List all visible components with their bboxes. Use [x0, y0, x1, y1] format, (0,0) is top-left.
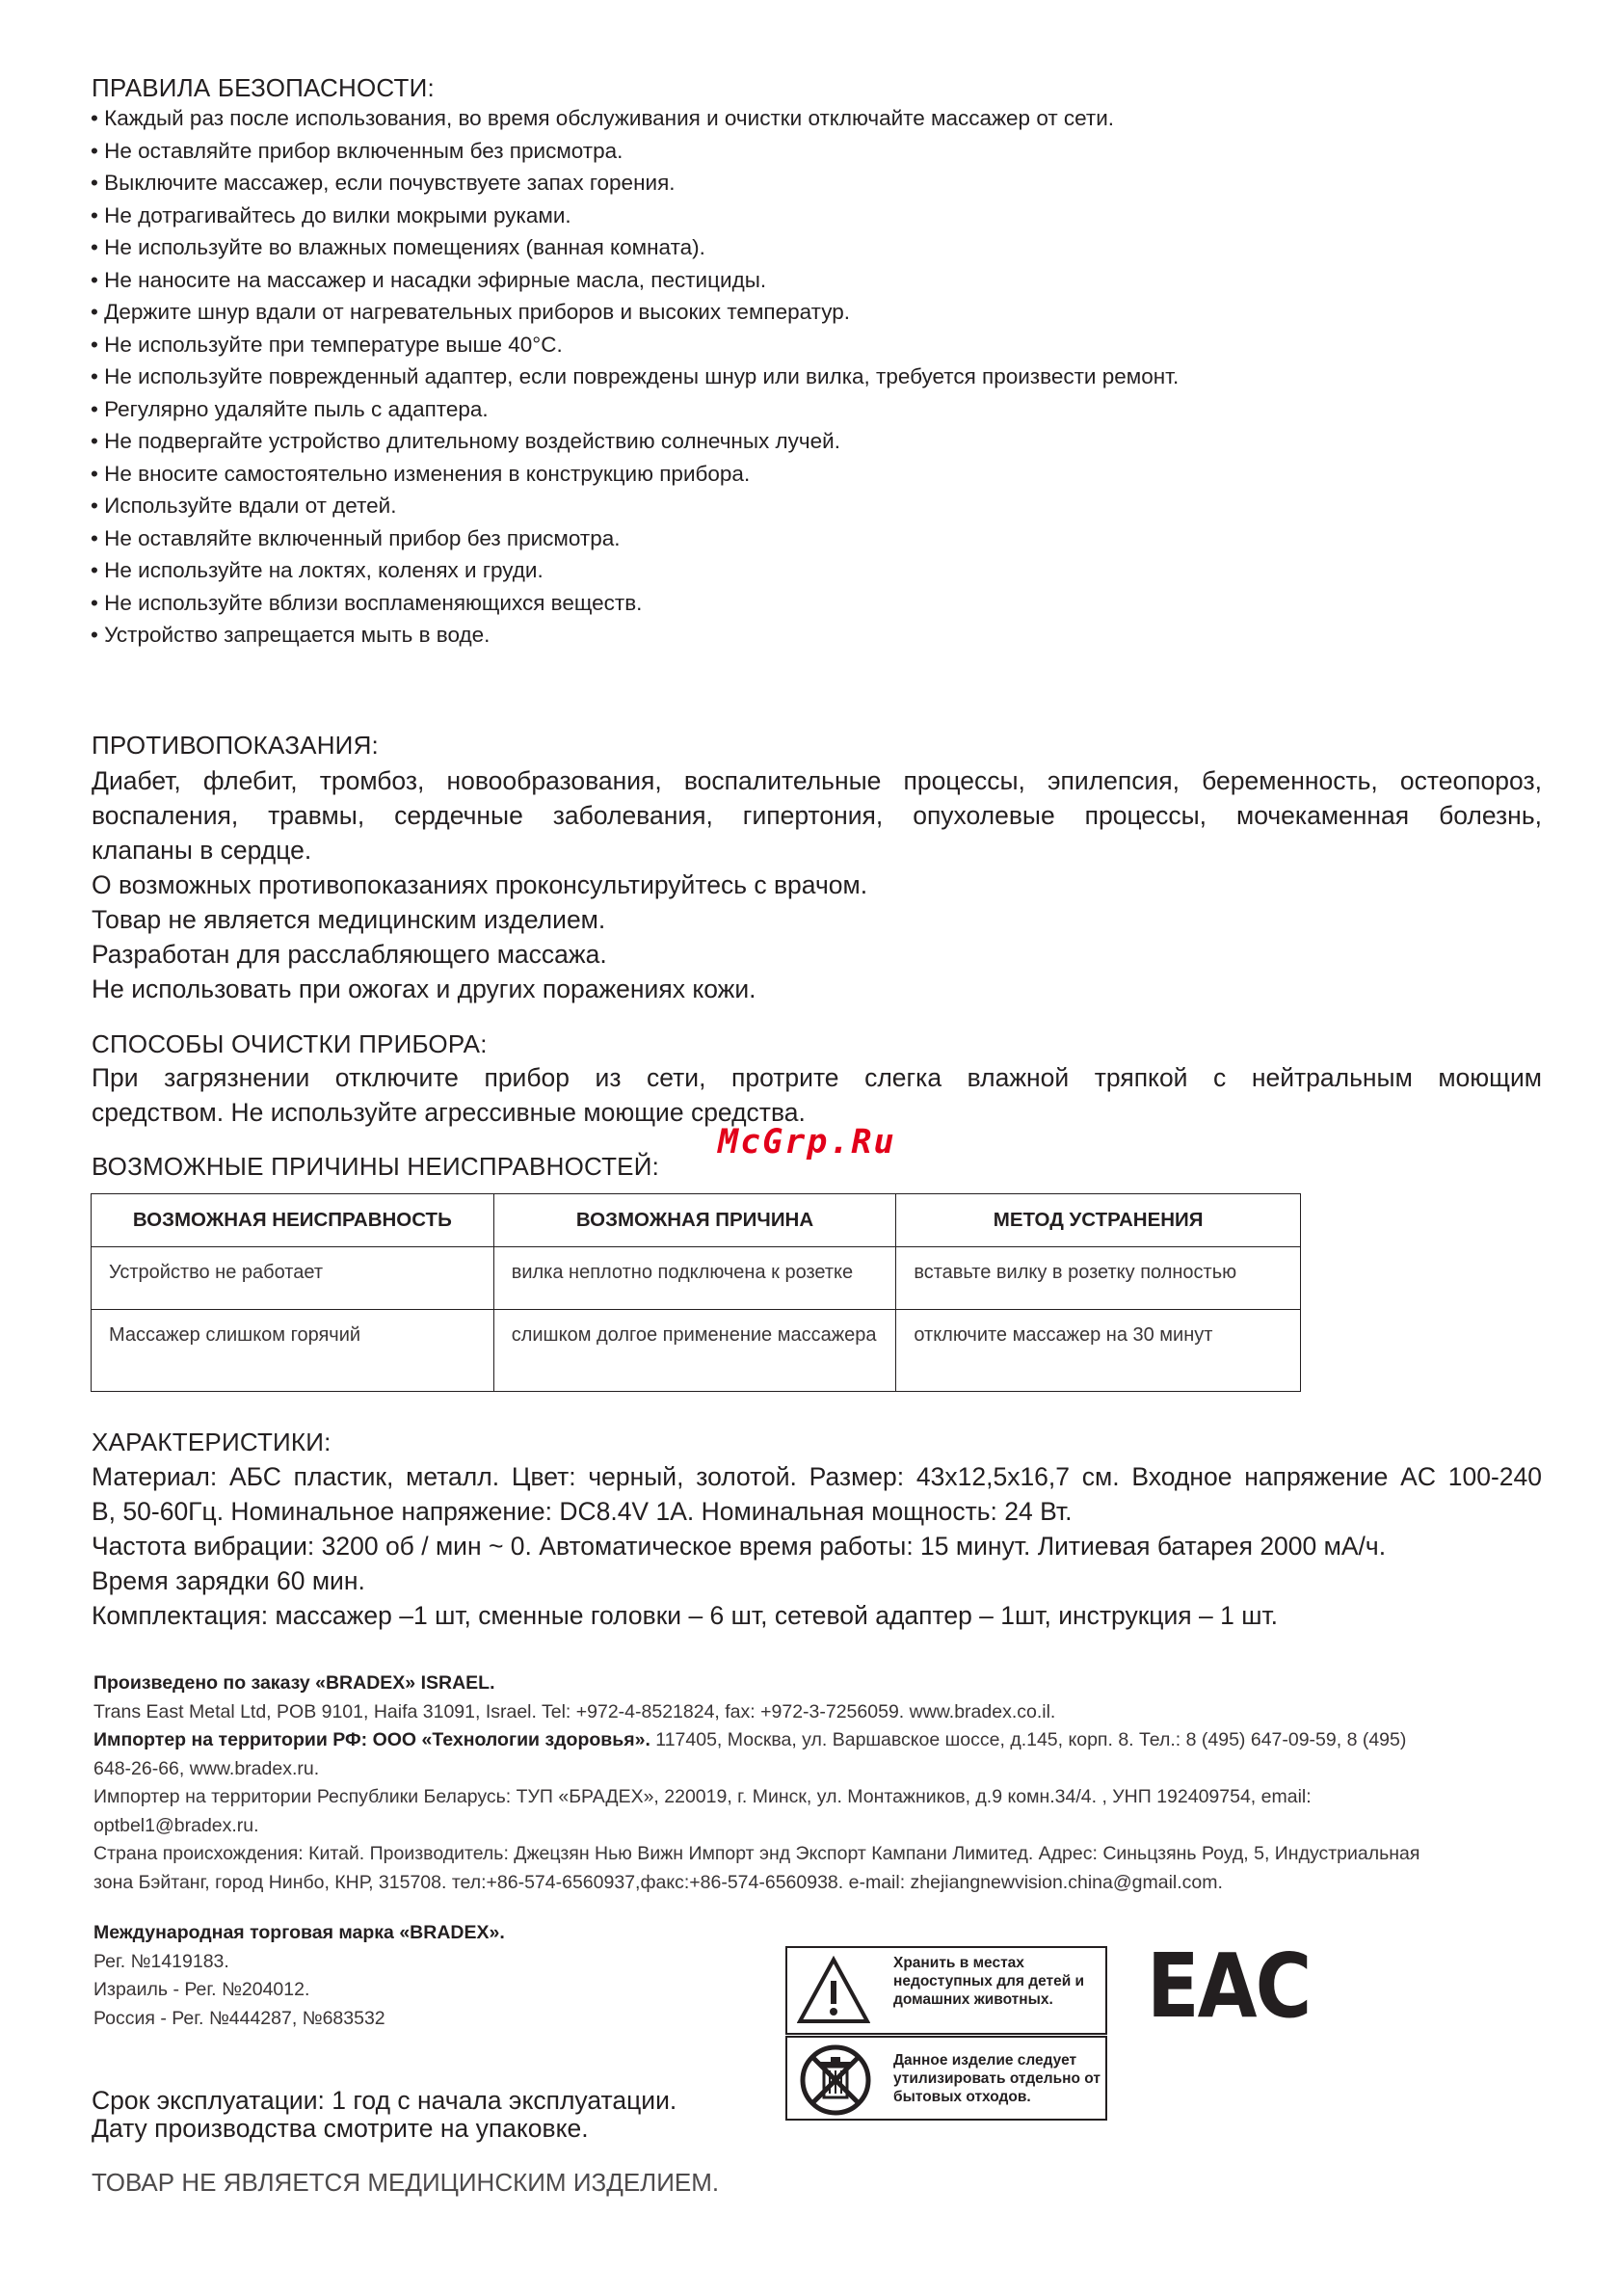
contraindications-title: ПРОТИВОПОКАЗАНИЯ: [92, 731, 379, 760]
importer-by: Импортер на территории Республики Беларусь: ТУП «БРАДЕХ», 220019, г. Минск, ул. Монтажников, д.9 комн.34/4. , УНП 192409754, email: [93, 1786, 1312, 1807]
list-item: • Регулярно удаляйте пыль с адаптера. [91, 393, 1179, 426]
column-header: ВОЗМОЖНАЯ НЕИСПРАВНОСТЬ [92, 1194, 494, 1247]
company-address: Trans East Metal Ltd, POB 9101, Haifa 31091, Israel. Tel: +972-4-8521824, fax: +972-3-7256059. www.bradex.co.il. [93, 1700, 1056, 1722]
text-line: клапаны в сердце. [92, 836, 312, 865]
list-item: • Не используйте на локтях, коленях и груди. [91, 554, 1179, 587]
list-item: • Не наносите на массажер и насадки эфирные масла, пестициды. [91, 264, 1179, 297]
list-item: • Не используйте вблизи воспламеняющихся веществ. [91, 587, 1179, 620]
list-item: • Не используйте во влажных помещениях (ванная комната). [91, 231, 1179, 264]
list-item: • Не используйте поврежденный адаптер, если повреждены шнур или вилка, требуется произвести ремонт. [91, 360, 1179, 393]
watermark: McGrp.Ru [718, 1123, 896, 1161]
service-value: 1 год с начала эксплуатации. [324, 2086, 677, 2115]
importer-ru-label: Импортер на территории РФ: ООО «Технологии здоровья». [93, 1729, 650, 1750]
eac-mark: EAC [1147, 1935, 1311, 2038]
trademark-block [93, 1919, 505, 2033]
dispose-box [785, 2036, 1107, 2121]
cleaning-title: СПОСОБЫ ОЧИСТКИ ПРИБОРА: [92, 1029, 488, 1058]
made-for: Произведено по заказу «BRADEX» ISRAEL. [93, 1672, 495, 1694]
text-line: Время зарядки 60 мин. [92, 1566, 365, 1595]
table-cell: слишком долгое применение массажера [493, 1310, 896, 1392]
importer-ru-text2: 648-26-66, www.bradex.ru. [93, 1757, 320, 1779]
column-header: ВОЗМОЖНАЯ ПРИЧИНА [493, 1194, 896, 1247]
text-line: О возможных противопоказаниях проконсультируйтесь с врачом. [92, 870, 868, 899]
list-item: • Не оставляйте прибор включенным без присмотра. [91, 135, 1179, 168]
text-line: В, 50-60Гц. Номинальное напряжение: DC8.4V 1A. Номинальная мощность: 24 Вт. [92, 1497, 1073, 1526]
trademark-title: Международная торговая марка «BRADEX». [93, 1922, 505, 1943]
safety-title: ПРАВИЛА БЕЗОПАСНОСТИ: [92, 73, 435, 102]
trademark-reg: Россия - Рег. №444287, №683532 [93, 2007, 385, 2029]
table-header-row [92, 1194, 1301, 1247]
text-line: Частота вибрации: 3200 об / мин ~ 0. Автоматическое время работы: 15 минут. Литиевая батарея 2000 мА/ч. [92, 1532, 1387, 1561]
keep-away-text: Хранить в местах недоступных для детей и домашних животных. [893, 1955, 1085, 2008]
warning-triangle-icon [797, 1956, 870, 2030]
text-line: средством. Не используйте агрессивные моющие средства. [92, 1098, 806, 1127]
list-item: • Выключите массажер, если почувствуете запах горения. [91, 167, 1179, 200]
service-life [92, 2087, 676, 2143]
text-line: При загрязнении отключите прибор из сети, протрите слегка влажной тряпкой с нейтральным моющим [92, 1063, 1542, 1092]
trademark-reg: Рег. №1419183. [93, 1950, 229, 1972]
list-item: • Используйте вдали от детей. [91, 490, 1179, 522]
dispose-text: Данное изделие следует утилизировать отдельно от бытовых отходов. [893, 2052, 1101, 2105]
list-item: • Держите шнур вдали от нагревательных приборов и высоких температур. [91, 296, 1179, 329]
list-item: • Не подвергайте устройство длительному воздействию солнечных лучей. [91, 425, 1179, 458]
company-info [93, 1669, 1558, 1897]
text-line: Материал: АБС пластик, металл. Цвет: черный, золотой. Размер: 43х12,5х16,7 см. Входное напряжение AC 100-240 [92, 1462, 1542, 1491]
specs-title: ХАРАКТЕРИСТИКИ: [92, 1428, 332, 1456]
list-item: • Не вносите самостоятельно изменения в конструкцию прибора. [91, 458, 1179, 491]
specs-text [92, 1459, 1542, 1633]
list-item: • Устройство запрещается мыть в воде. [91, 619, 1179, 652]
list-item: • Не используйте при температуре выше 40°C. [91, 329, 1179, 361]
cleaning-text [92, 1060, 1542, 1130]
keep-away-box [785, 1946, 1107, 2035]
trademark-reg: Израиль - Рег. №204012. [93, 1979, 310, 2000]
text-line: Комплектация: массажер –1 шт, сменные головки – 6 шт, сетевой адаптер – 1шт, инструкция – 1 шт. [92, 1601, 1279, 1630]
text-line: Диабет, флебит, тромбоз, новообразования, воспалительные процессы, эпилепсия, беременность, остеопороз, [92, 766, 1542, 795]
column-header: МЕТОД УСТРАНЕНИЯ [896, 1194, 1301, 1247]
table-cell: вставьте вилку в розетку полностью [896, 1247, 1301, 1310]
list-item: • Каждый раз после использования, во время обслуживания и очистки отключайте массажер от сети. [91, 102, 1179, 135]
table-cell: вилка неплотно подключена к розетке [493, 1247, 896, 1310]
safety-list [91, 102, 1179, 652]
text-line: Не использовать при ожогах и других поражениях кожи. [92, 974, 756, 1003]
faults-table [91, 1193, 1301, 1392]
list-item: • Не дотрагивайтесь до вилки мокрыми руками. [91, 200, 1179, 232]
text-line: воспаления, травмы, сердечные заболевания, гипертония, опухолевые процессы, мочекаменная болезнь, [92, 801, 1542, 830]
list-item: • Не оставляйте включенный прибор без присмотра. [91, 522, 1179, 555]
faults-title: ВОЗМОЖНЫЕ ПРИЧИНЫ НЕИСПРАВНОСТЕЙ: [92, 1152, 660, 1181]
table-row [92, 1247, 1301, 1310]
table-cell: Массажер слишком горячий [92, 1310, 494, 1392]
table-cell: отключите массажер на 30 минут [896, 1310, 1301, 1392]
footer-note: ТОВАР НЕ ЯВЛЯЕТСЯ МЕДИЦИНСКИМ ИЗДЕЛИЕМ. [92, 2168, 720, 2197]
importer-ru-text: 117405, Москва, ул. Варшавское шоссе, д.145, корп. 8. Тел.: 8 (495) 647-09-59, 8 (495) [650, 1729, 1407, 1750]
service-note: Дату производства смотрите на упаковке. [92, 2114, 589, 2143]
contraindications-text [92, 763, 1542, 1006]
text-line: Разработан для расслабляющего массажа. [92, 940, 607, 969]
table-row [92, 1310, 1301, 1392]
crossed-bin-icon [799, 2043, 872, 2122]
origin2: зона Бэйтанг, город Нинбо, КНР, 315708. тел:+86-574-6560937,факс:+86-574-6560938. e-mail: zhejiangnewvision.china@gmail.com. [93, 1871, 1223, 1893]
origin: Страна происхождения: Китай. Производитель: Джецзян Нью Вижн Импорт энд Экспорт Кампани Лимитед. Адрес: Синьцзянь Роуд, 5, Индустриальная [93, 1843, 1420, 1864]
importer-by2: optbel1@bradex.ru. [93, 1814, 259, 1836]
text-line: Товар не является медицинским изделием. [92, 905, 606, 934]
table-cell: Устройство не работает [92, 1247, 494, 1310]
service-label: Срок эксплуатации: [92, 2086, 325, 2115]
